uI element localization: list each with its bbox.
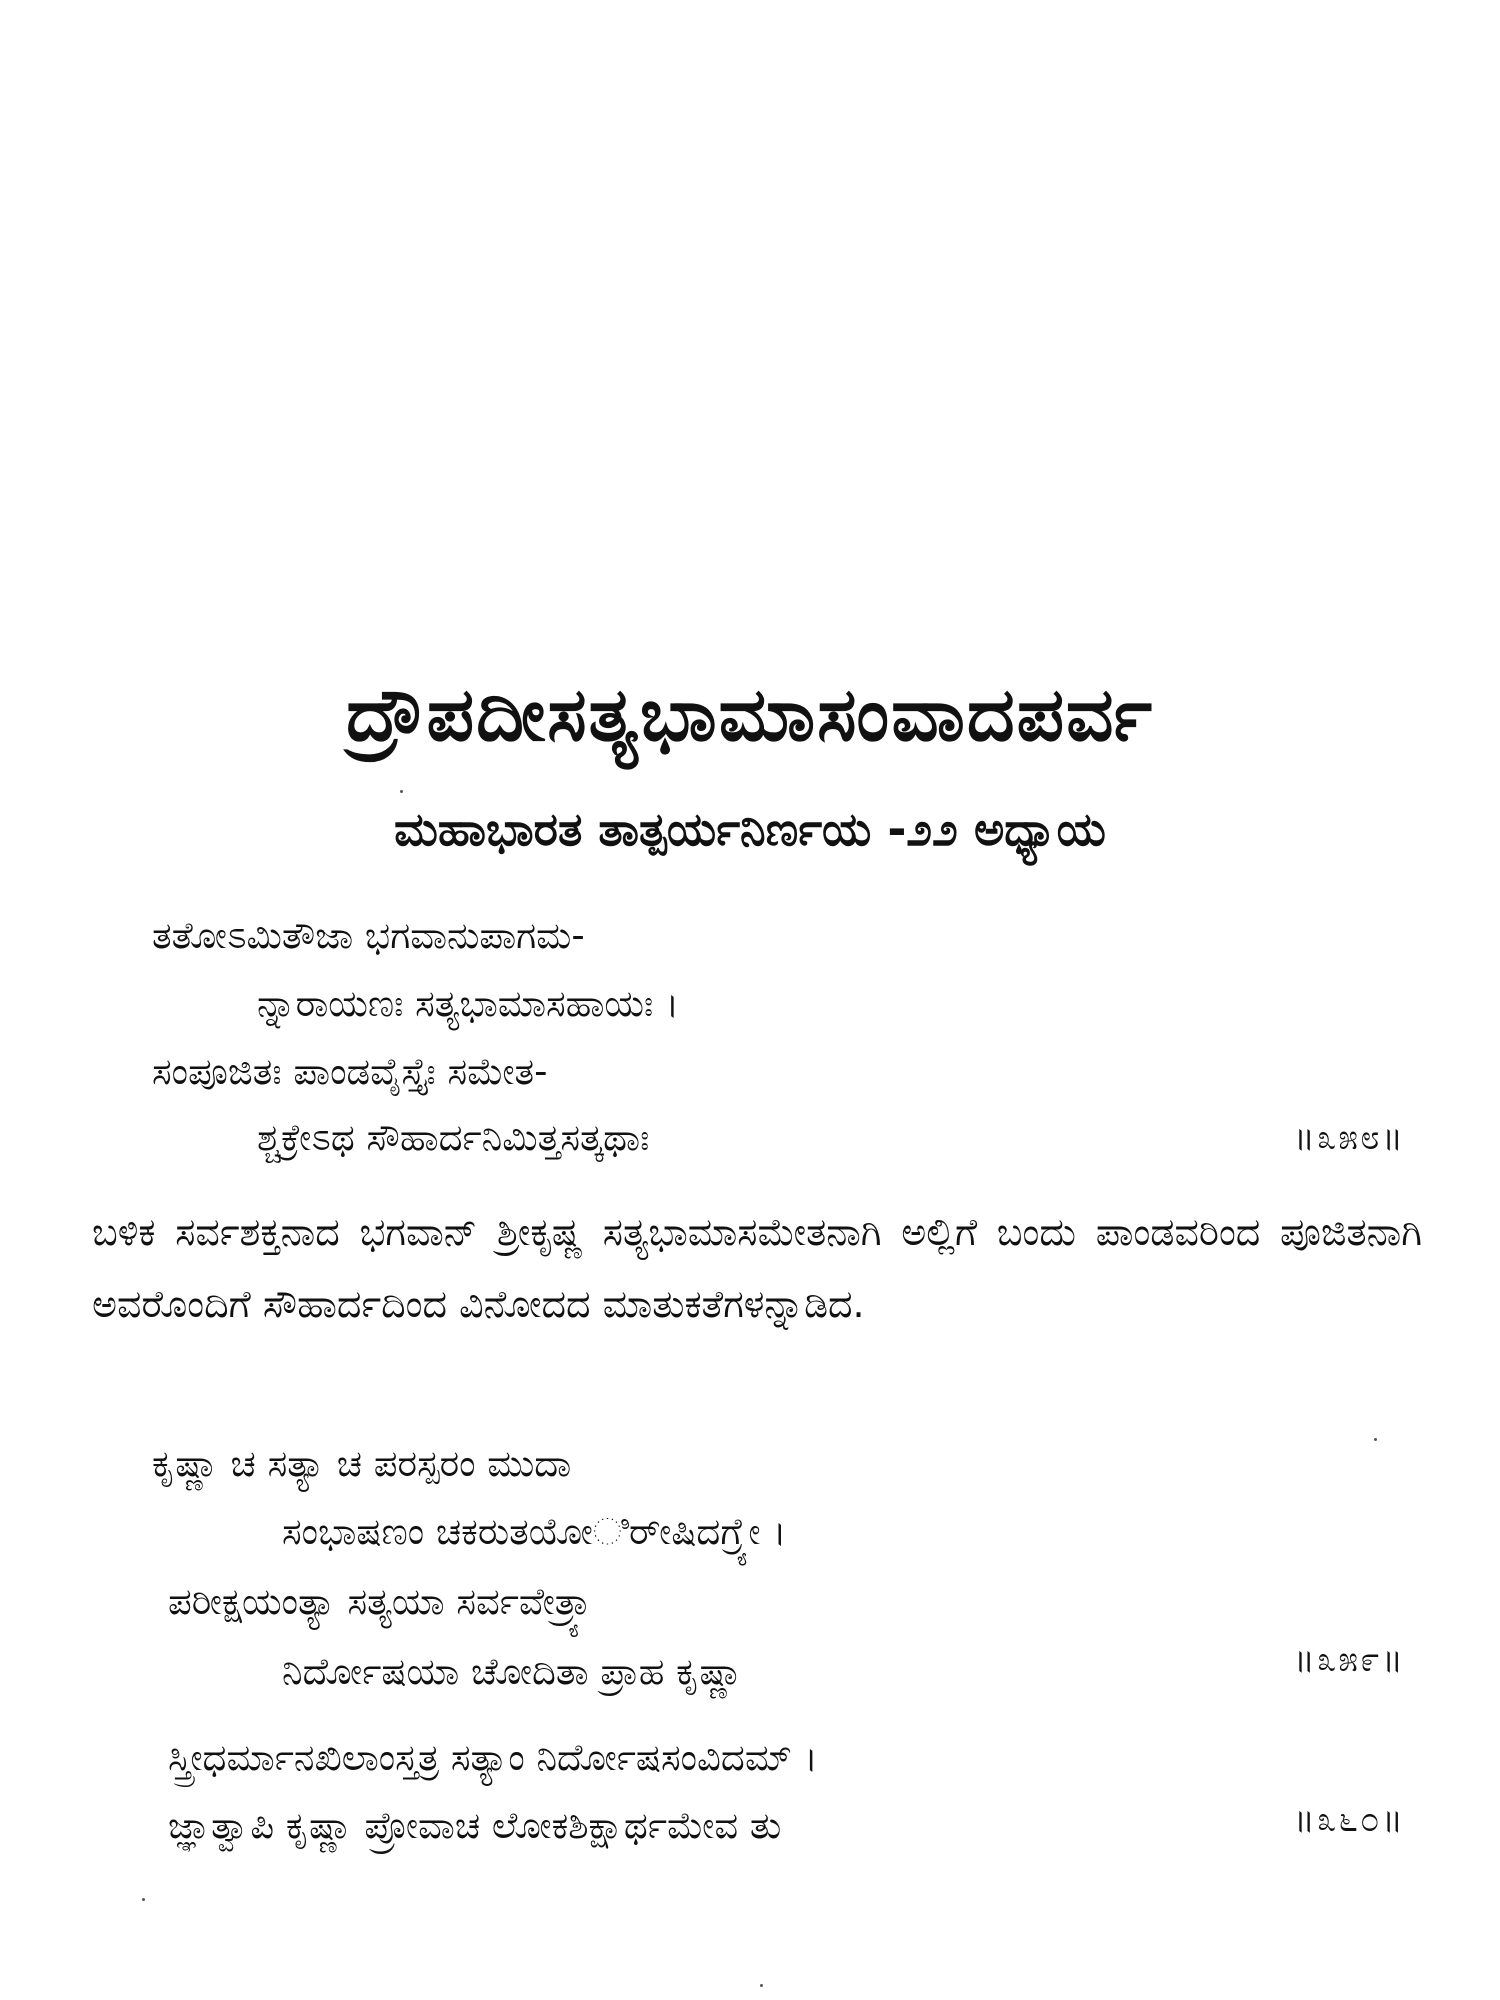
verse-line: ಸ್ತ್ರೀಧರ್ಮಾನಖಿಲಾಂಸ್ತತ್ರ ಸತ್ಯಾಂ ನಿರ್ದೋಷಸಂವಿದಮ್ । — [168, 1736, 818, 1779]
verse-line: ಶ್ಚಕ್ರೇಽಥ ಸೌಹಾರ್ದನಿಮಿತ್ತಸತ್ಕಥಾಃ — [257, 1116, 650, 1159]
verse-number: ॥೩೫೮॥ — [1293, 1118, 1405, 1158]
scan-speck — [1374, 1438, 1377, 1441]
verse-line: ಸಂಭಾಷಣಂ ಚಕರುತಯೋರ್ೀಷಿದಗ್ರ್ಯೇ । — [282, 1510, 787, 1553]
scan-speck — [142, 1898, 145, 1901]
verse-line: ತತೋಽಮಿತೌಜಾ ಭಗವಾನುಪಾಗಮ- — [152, 914, 585, 957]
verse-number: ॥೩೬೦॥ — [1293, 1800, 1405, 1840]
chapter-subtitle: ಮಹಾಭಾರತ ತಾತ್ಪರ್ಯನಿರ್ಣಯ -೨೨ ಅಧ್ಯಾಯ — [394, 802, 1106, 856]
verse-line: ನ್ನಾರಾಯಣಃ ಸತ್ಯಭಾಮಾಸಹಾಯಃ । — [257, 982, 680, 1025]
parva-title: ದ್ರೌಪದೀಸತ್ಯಭಾಮಾಸಂವಾದಪರ್ವ — [346, 672, 1154, 758]
verse-line: ಪರೀಕ್ಷಯಂತ್ಯಾ ಸತ್ಯಯಾ ಸರ್ವವೇತ್ರ್ಯಾ — [168, 1580, 596, 1623]
scan-speck — [400, 790, 403, 793]
verse-number: ॥೩೫೯॥ — [1293, 1640, 1405, 1680]
verse-line: ನಿರ್ದೋಷಯಾ ಚೋದಿತಾ ಪ್ರಾಹ ಕೃಷ್ಣಾ — [282, 1650, 743, 1693]
verse-line: ಸಂಪೂಜಿತಃ ಪಾಂಡವೈಸ್ತೈಃ ಸಮೇತ- — [152, 1050, 548, 1093]
scan-speck — [760, 1984, 763, 1987]
verse-line: ಕೃಷ್ಣಾ ಚ ಸತ್ಯಾ ಚ ಪರಸ್ಪರಂ ಮುದಾ — [152, 1442, 572, 1485]
prose-paragraph: ಬಳಿಕ ಸರ್ವಶಕ್ತನಾದ ಭಗವಾನ್ ಶ್ರೀಕೃಷ್ಣ ಸತ್ಯಭಾಮಾಸಮೇತನಾಗಿ ಅಲ್ಲಿಗೆ ಬಂದು ಪಾಂಡವರಿಂದ ಪೂಜಿತನಾಗಿ ಅವರೊಂದಿಗೆ ಸೌಹಾರ್ದದಿಂದ ವಿನೋದದ ಮಾತುಕತೆಗಳನ್ನಾಡಿದ. — [92, 1210, 1422, 1326]
verse-line: ಜ್ಞಾತ್ವಾಪಿ ಕೃಷ್ಣಾ ಪ್ರೋವಾಚ ಲೋಕಶಿಕ್ಷಾರ್ಥಮೇವ ತು — [168, 1804, 782, 1847]
